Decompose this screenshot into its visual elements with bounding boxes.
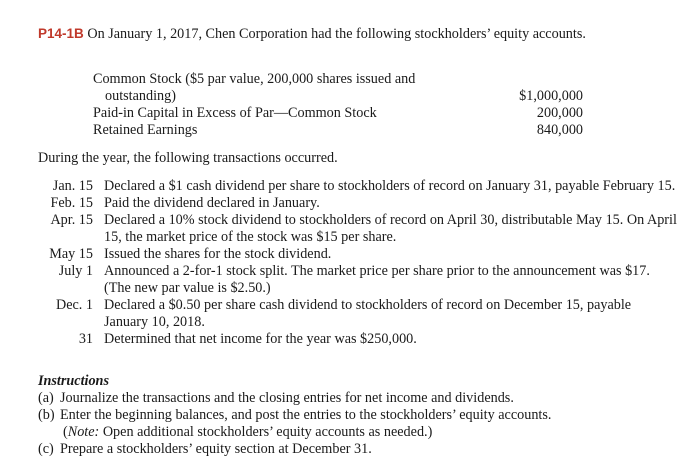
account-name: Paid-in Capital in Excess of Par—Common Stock <box>93 105 377 121</box>
instruction-note-text: Open additional stockholders’ equity accounts as needed.) <box>102 424 433 440</box>
instruction-text: Prepare a stockholders’ equity section at December 31. <box>60 441 372 457</box>
transaction-date: Dec. 1 <box>55 297 93 313</box>
account-name-continued: outstanding) <box>105 88 176 104</box>
instruction-text <box>60 407 678 441</box>
transaction-row <box>38 178 678 195</box>
account-row <box>93 122 583 139</box>
transaction-date: Apr. 15 <box>50 212 93 228</box>
transaction-text: Declared a $1 cash dividend per share to stockholders of record on January 31, payable February 15. <box>104 178 676 194</box>
account-amount: $1,000,000 <box>519 88 583 104</box>
transaction-text: Issued the shares for the stock dividend. <box>104 246 332 262</box>
transaction-text: Declared a $0.50 per share cash dividend to stockholders of record on December 15, payable January 10, 2018. <box>104 297 632 330</box>
account-amount: 840,000 <box>536 122 583 138</box>
transaction-date: Feb. 15 <box>50 195 93 211</box>
account-amount: 200,000 <box>536 105 583 121</box>
transaction-date: July 1 <box>58 263 93 279</box>
instruction-item <box>38 407 678 441</box>
instruction-note: (Note: Open additional stockholders’ equity accounts as needed.) <box>63 424 433 440</box>
account-row <box>93 105 583 122</box>
transaction-text: Determined that net income for the year was $250,000. <box>104 331 417 347</box>
instruction-item <box>38 390 678 407</box>
instructions-heading: Instructions <box>38 373 109 389</box>
transaction-row <box>38 297 678 331</box>
problem-id: P14-1B <box>38 26 84 41</box>
transaction-row <box>38 263 678 297</box>
instruction-text-main: Enter the beginning balances, and post the entries to the stockholders’ equity accounts. <box>60 407 552 423</box>
problem-intro-text: On January 1, 2017, Chen Corporation had the following stockholders’ equity accounts. <box>87 26 586 42</box>
transactions-intro: During the year, the following transactions occurred. <box>38 150 338 166</box>
transaction-row <box>38 195 678 212</box>
account-name: Retained Earnings <box>93 122 198 138</box>
transaction-text: Declared a 10% stock dividend to stockholders of record on April 30, distributable May 15. On April 15, the market price of the stock was $15 per share. <box>104 212 677 245</box>
transaction-date: Jan. 15 <box>52 178 93 194</box>
transaction-row <box>38 212 678 246</box>
account-name: Common Stock ($5 par value, 200,000 shares issued and <box>93 71 416 87</box>
transaction-row <box>38 331 678 348</box>
instruction-label: (a) <box>38 390 54 406</box>
instructions <box>38 373 678 458</box>
instruction-text: Journalize the transactions and the closing entries for net income and dividends. <box>60 390 514 406</box>
transaction-row <box>38 246 678 263</box>
account-row <box>93 71 583 105</box>
transaction-date: May 15 <box>49 246 93 262</box>
instruction-label: (c) <box>38 441 54 457</box>
transaction-text: Announced a 2-for-1 stock split. The market price per share prior to the announcement was $17. (The new par value is $2.50.) <box>104 263 650 296</box>
transaction-text: Paid the dividend declared in January. <box>104 195 320 211</box>
equity-accounts-list <box>93 71 583 139</box>
transaction-date: 31 <box>78 331 93 347</box>
instruction-label: (b) <box>38 407 55 423</box>
transactions-list <box>38 178 678 348</box>
problem-intro <box>38 25 658 43</box>
instruction-item <box>38 441 678 458</box>
instruction-note-label: Note: <box>67 424 100 440</box>
